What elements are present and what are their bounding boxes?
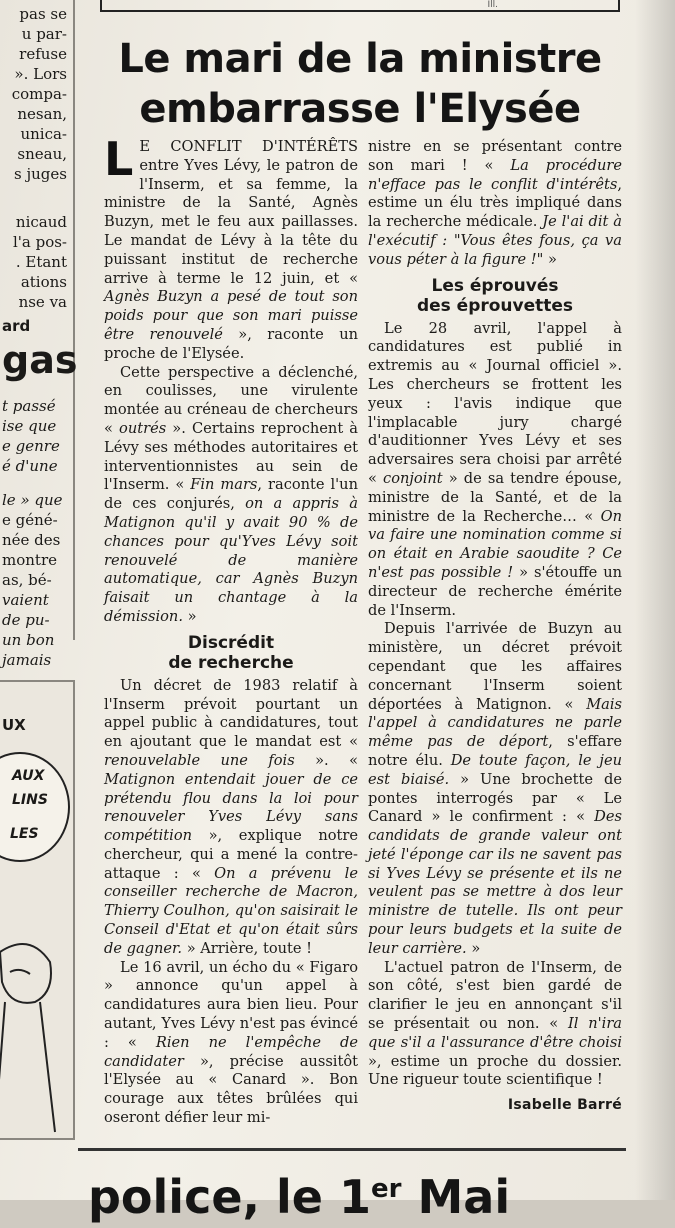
cropped-text-fragment: ise que [2,417,57,435]
text-run: , estime un élu très impliqué dans la recherche médicale. [368,175,622,231]
subheading-line: de recherche [168,652,294,673]
quote-run: Je l'ai dit à l'exécutif : "Vous êtes fous, ça va vous péter à la figure !" [368,213,622,268]
cropped-text-fragment: vaient [2,591,49,609]
page-shadow [635,0,675,1200]
cropped-text-fragment: nicaud [15,213,67,231]
cropped-text-fragment: nse va [18,293,67,311]
text-run: Le 28 avril, l'appel à candidatures est publié in extremis au « Journal officiel ». Les chercheurs se frottent les yeux : l'avis indique que l'implacable jury chargé d'auditionner Yves Lévy et ses adversaires sera choisi par arrêté « [368,319,622,487]
quote-run: Fin mars [190,476,258,494]
text-run: » Une brochette de pontes interrogés par « Le Canard » le confirment : « [368,770,622,826]
subheading-eprouves [368,276,622,316]
quote-run: Rien ne l'empêche de candidater [104,1033,358,1070]
paragraph [368,620,622,958]
photo-credit: Ill. [487,0,498,10]
text-run: L'actuel patron de l'Inserm, de son côté, s'est bien gardé de clarifier le jeu en annonçant s'il se présentait ou non. « [368,958,622,1033]
cropped-text-fragment: gas [2,338,78,382]
text-run: ». « [294,751,358,769]
quote-run: Il n'ira que s'il a l'assurance d'être choisi [368,1015,622,1051]
text-run: » de sa tendre épouse, ministre de la Santé, et de la ministre de la Recherche… « [368,469,622,525]
lead-caps: E CONFLIT D'INTÉRÊTS [139,138,358,155]
text-run: » [543,250,557,268]
article-column-1 [104,132,358,1128]
text-run: », raconte un proche de l'Elysée. [104,325,358,362]
quote-run: outrés [119,419,167,437]
text-run: », précise aussitôt l'Elysée au « Canard ». Bon courage aux têtes brûlées qui oseront défier leur mi- [104,1052,358,1127]
text-run: , s'effare notre élu. [368,733,622,769]
paragraph [104,132,358,364]
text-run: Depuis l'arrivée de Buzyn au ministère, un décret prévoit cependant que les affaires concernant l'Inserm soient déportées à Matignon. « [368,620,622,713]
text-run: » [182,607,197,625]
article [78,14,622,1154]
paragraph [368,959,622,1091]
previous-article-frame [100,0,620,12]
subheading-line: Discrédit [187,632,275,653]
subheading-line: des éprouvettes [416,295,574,316]
quote-run: renouvelable une fois [104,751,295,769]
cropped-text-fragment: ». Lors [14,65,67,83]
text-run: », estime un proche du dossier. Une rigueur toute scientifique ! [368,1052,622,1089]
subheading-line: Les éprouvés [431,275,559,296]
cartoon-box-label: UX [2,716,26,734]
cropped-text-fragment: e géné- [2,511,58,529]
text-run: » s'étouffe un directeur de recherche émérite de l'Inserm. [368,563,622,619]
cropped-text-fragment: jamais [2,651,52,669]
cropped-text-fragment: e genre [2,437,60,455]
cropped-text-fragment: compa- [11,85,67,103]
quote-run: Mais l'appel à candidatures ne parle même pas de déport [368,695,622,751]
text-run: Cette perspective a déclenché, en coulisses, une virulente montée au créneau de chercheurs « [104,363,358,437]
cropped-text-fragment: de pu- [2,611,50,629]
quote-run: Matignon entendait jouer de ce prétendu flou dans la loi pour renouveler Yves Lévy sans compétition [104,770,358,845]
paragraph [368,320,622,621]
text-run: Le 16 avril, un écho du « Figaro » annonce qu'un appel à candidatures aura bien lieu. Pour autant, Yves Lévy n'est pas évincé : « [104,958,358,1051]
text-run: nistre en se présentant contre son mari ! « [368,138,622,174]
cropped-text-fragment: née des [2,531,61,549]
subheading-discredit [104,633,358,673]
quote-run: Des candidats de grande valeur ont jeté l'éponge car ils ne savent pas si Yves Lévy se présente et ils ne veulent pas se mettre à dos leur ministre de tutelle. Ils ont peur pour leurs budgets et la suite de leur carrière. [368,808,622,957]
quote-run: La procédure n'efface pas le conflit d'intérêts [368,156,622,193]
cropped-text-fragment: un bon [2,631,55,649]
quote-run: On va faire une nomination comme si on était en Arabie saoudite ? Ce n'est pas possible ! [368,507,622,581]
cropped-text-fragment: s juges [14,165,67,183]
text-run: » Arrière, toute ! [182,939,313,957]
cropped-text-fragment: é d'une [2,457,58,475]
cropped-text-fragment: montre [2,551,57,569]
next-headline-sup: er [371,1174,402,1204]
text-run: entre Yves Lévy, le patron de l'Inserm, et sa femme, la ministre de la Santé, Agnès Buzyn, met le feu aux paillasses. Le mandat de Lévy à la tête du puissant institut de recherche arrive à terme le 12 juin, et « [104,156,358,287]
next-headline-part: Mai [401,1170,511,1224]
drop-cap: L [104,132,134,186]
text-run: ». Certains reprochent à Lévy ses méthodes autoritaires et interventionnistes au sein de l'Inserm. « [104,419,358,494]
text-run: », explique notre chercheur, qui a mené la contre-attaque : « [104,827,358,882]
cartoon-figure [0,932,60,1132]
left-cartoon-box [0,680,75,1140]
bubble-text-2: LINS [12,792,48,808]
quote-run: De toute façon, le jeu est biaisé. [368,751,622,788]
quote-run: Agnès Buzyn a pesé de tout son poids pour que son mari puisse être renouvelé [104,288,358,343]
author-signature: Isabelle Barré [507,1097,622,1114]
cropped-text-fragment: pas se [19,5,67,23]
cropped-text-fragment: t passé [2,397,56,415]
quote-run: conjoint [383,469,443,487]
next-article-headline [88,1158,648,1224]
cropped-text-fragment: sneau, [17,145,67,163]
cropped-text-fragment: . Etant [15,253,67,271]
cropped-text-fragment: unica- [20,125,67,143]
next-headline-part: police, le 1 [88,1170,372,1224]
text-run: , raconte l'un de ces conjurés, [104,476,358,513]
quote-run: on a appris à Matignon qu'il y avait 90 % de chances pour qu'Yves Lévy soit renouvelé de manière automatique, car Agnès Buzyn faisait un chantage à la démission. [104,495,358,625]
bubble-text-3: LES [10,826,39,842]
article-headline [100,34,620,134]
quote-run: On a prévenu le conseiller recherche de Macron, Thierry Coulhon, qu'on saisirait le Conseil d'Etat et qu'on était sûrs de gagner. [104,864,358,957]
cropped-text-fragment: u par- [21,25,67,43]
cropped-text-fragment: le » que [2,491,63,509]
left-cropped-column [0,0,78,669]
cropped-text-fragment: ations [20,273,67,291]
speech-bubble [0,752,70,862]
bottom-divider [78,1148,626,1151]
bubble-text-1: AUX [12,768,45,784]
cropped-text-fragment: as, bé- [2,571,52,589]
cropped-text-fragment: ard [2,317,31,335]
text-run: Un décret de 1983 relatif à l'Inserm prévoit pourtant un appel public à candidatures, tout en ajoutant que le mandat est « [104,676,358,751]
headline-line-1: Le mari de la ministre [118,36,602,82]
text-run: » [466,939,481,957]
paragraph [104,677,358,959]
paragraph [104,364,358,627]
headline-line-2: embarrasse l'Elysée [139,86,581,132]
cropped-text-fragment: l'a pos- [12,233,67,251]
paragraph [368,138,622,270]
paragraph [104,959,358,1128]
cropped-text-fragment: nesan, [17,105,67,123]
article-column-2 [368,138,622,1115]
cropped-text-fragment: refuse [19,45,67,63]
